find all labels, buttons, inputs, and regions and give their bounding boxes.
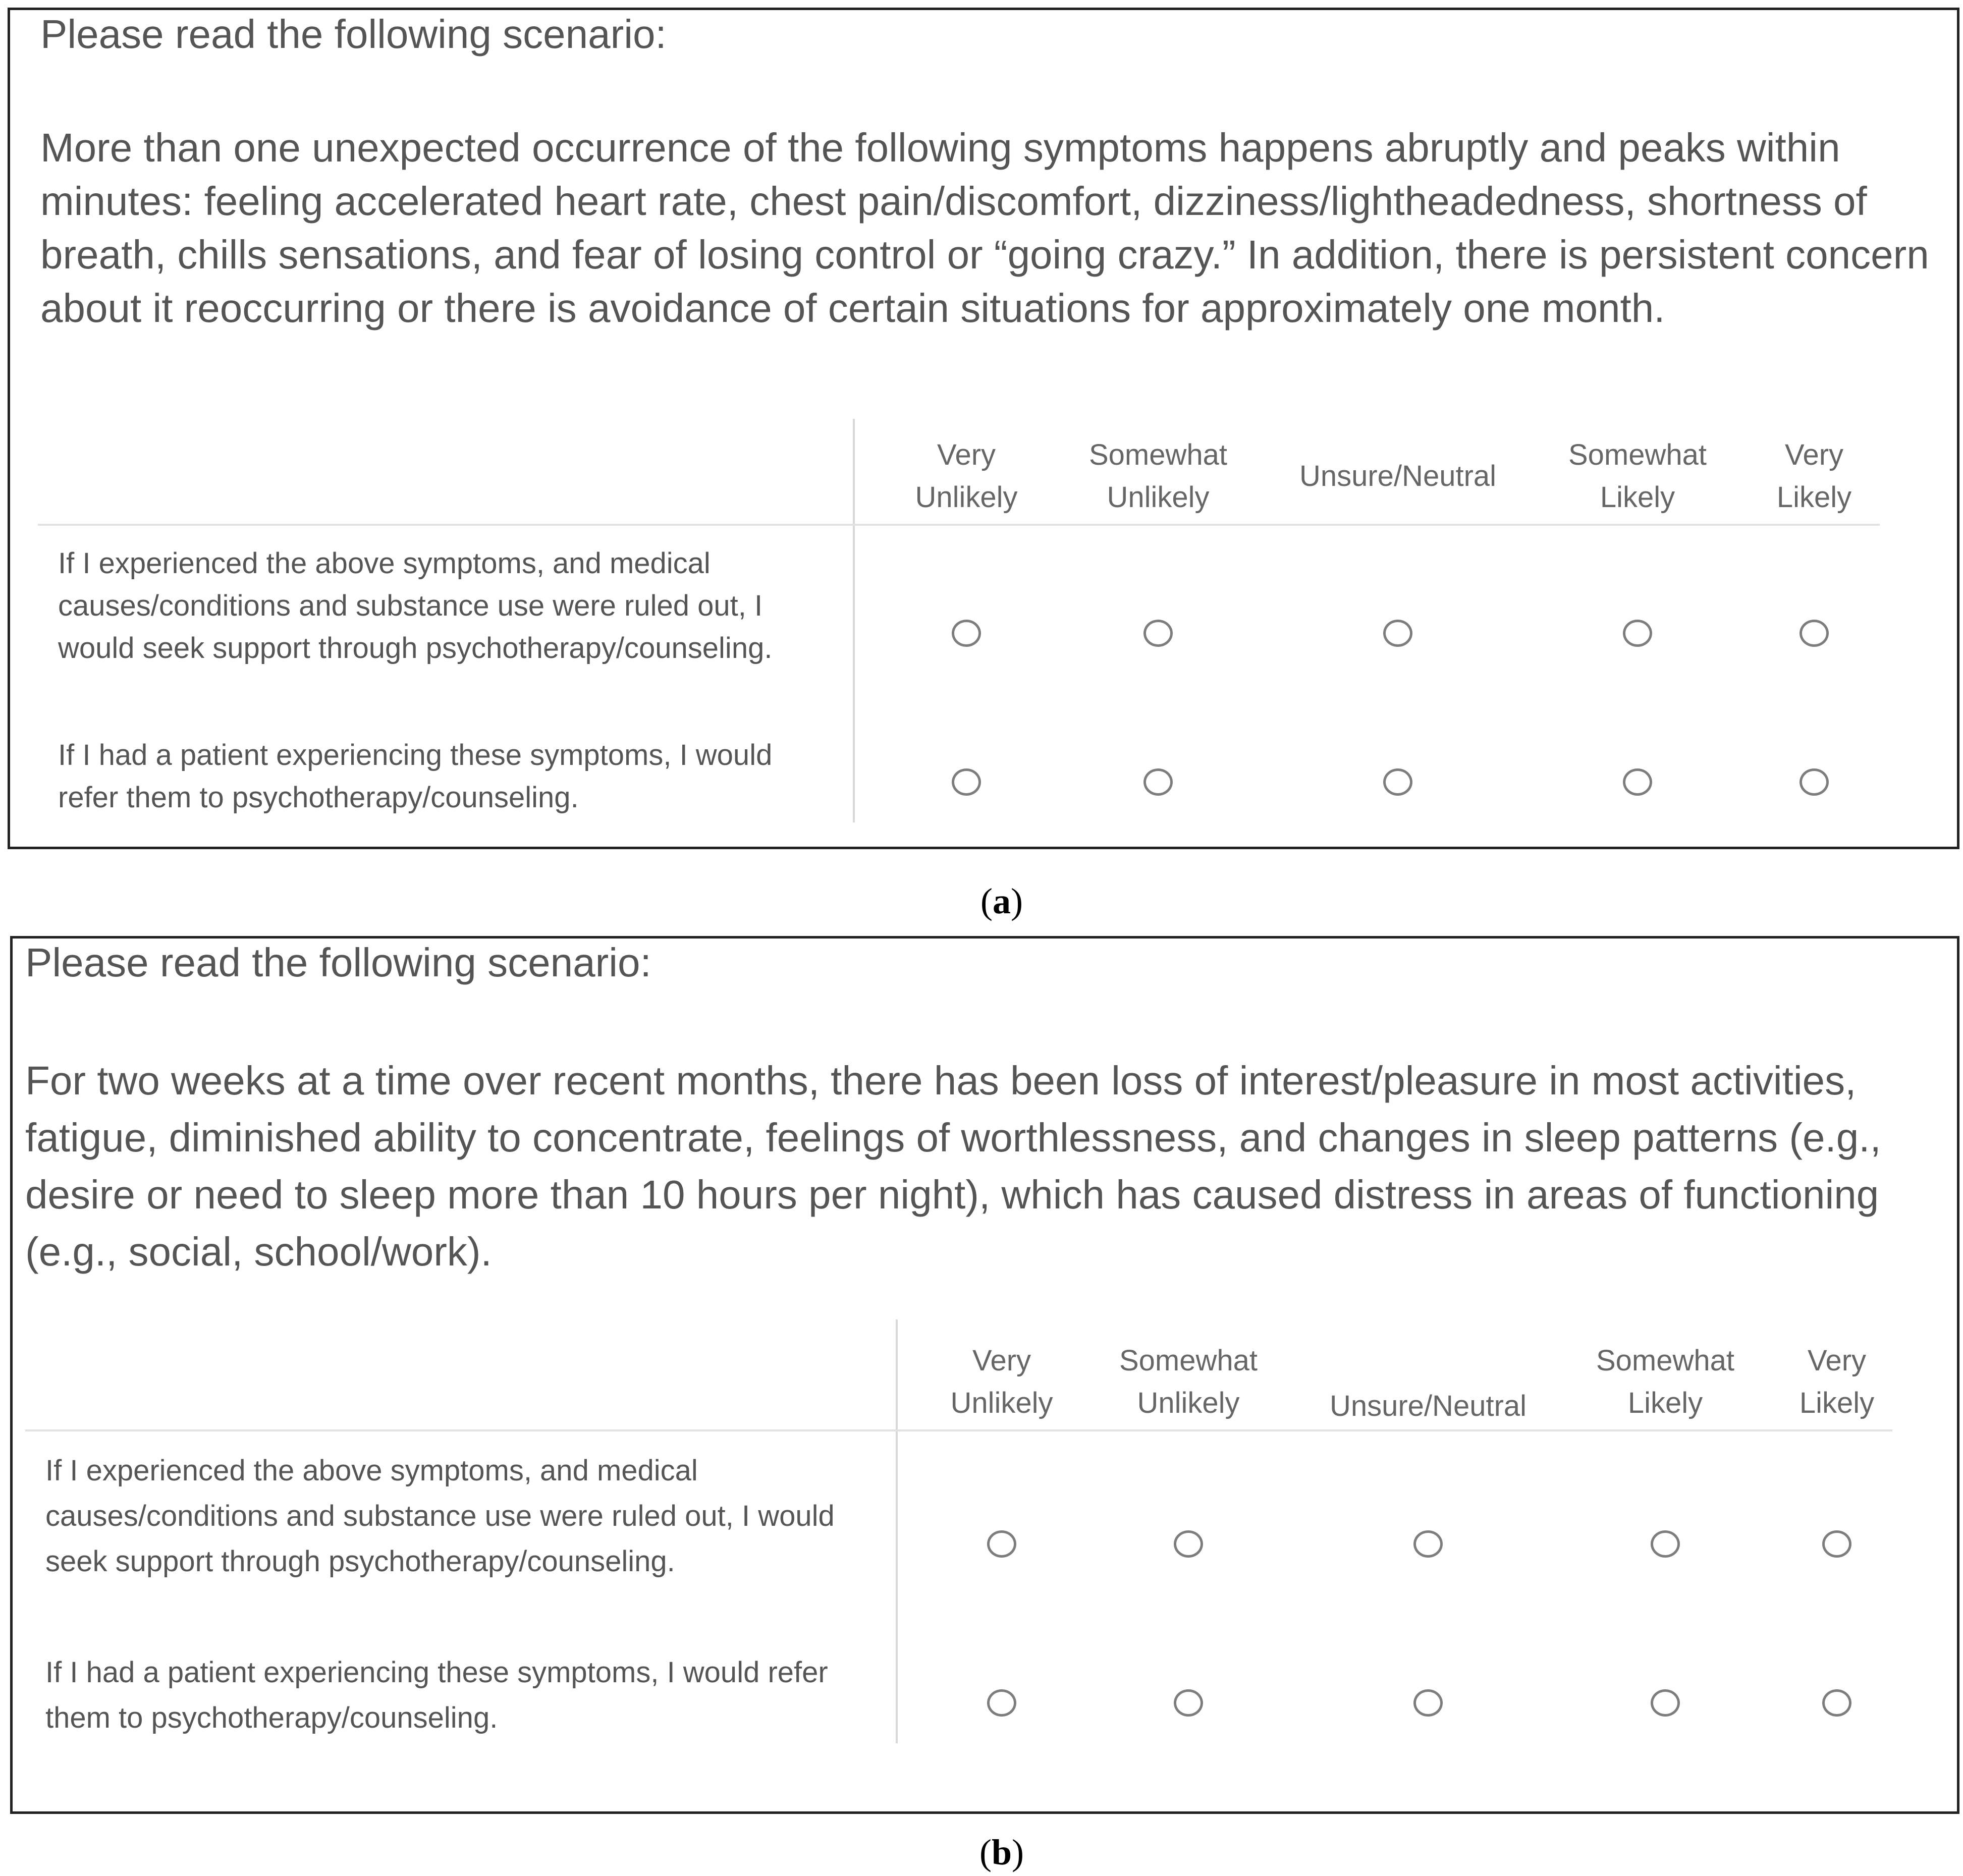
column-header-very-likely: Very Likely	[1776, 438, 1852, 514]
caption-letter: b	[991, 1832, 1012, 1872]
header-divider	[38, 524, 1880, 526]
radio-row1-very-likely[interactable]	[1822, 1530, 1851, 1558]
radio-row1-somewhat-unlikely[interactable]	[1174, 1530, 1203, 1558]
column-header-somewhat-unlikely: Somewhat Unlikely	[1119, 1344, 1258, 1419]
caption-letter: a	[993, 881, 1011, 921]
caption-paren-close: )	[1012, 1832, 1024, 1872]
column-header-somewhat-likely: Somewhat Likely	[1568, 438, 1707, 514]
radio-row1-very-unlikely[interactable]	[952, 620, 981, 647]
caption-paren-open: (	[979, 1832, 992, 1872]
radio-row2-somewhat-likely[interactable]	[1623, 768, 1652, 796]
radio-row2-very-likely[interactable]	[1800, 768, 1829, 796]
scenario-text: For two weeks at a time over recent months, there has been loss of interest/pleasure in most activities, fatigue, diminished ability to concentrate, feelings of worthlessness, and changes in sleep patterns (e.g., desire or need to sleep more than 10 hours per night), which has caused distress in areas of functioning (e.g., social, school/work).	[25, 1058, 1881, 1274]
radio-row1-somewhat-likely[interactable]	[1623, 620, 1652, 647]
survey-panel-a	[8, 8, 1959, 849]
radio-row1-somewhat-likely[interactable]	[1651, 1530, 1680, 1558]
radio-row2-somewhat-unlikely[interactable]	[1174, 1689, 1203, 1717]
row-label-seek-support: If I experienced the above symptoms, and medical causes/conditions and substance use were ruled out, I would seek support through psychotherapy/counseling.	[45, 1454, 835, 1578]
scenario-text: More than one unexpected occurrence of the following symptoms happens abruptly and peaks within minutes: feeling accelerated heart rate, chest pain/discomfort, dizziness/lightheadedness, shortness of breath, chills sensations, and fear of losing control or “going crazy.” In addition, there is persistent concern about it reoccurring or there is avoidance of certain situations for approximately one month.	[40, 125, 1929, 330]
column-header-very-unlikely: Very Unlikely	[950, 1344, 1053, 1419]
caption-a	[980, 880, 1023, 922]
caption-paren-close: )	[1011, 881, 1023, 921]
header-divider	[25, 1429, 1892, 1431]
caption-b	[979, 1832, 1024, 1873]
radio-row1-somewhat-unlikely[interactable]	[1143, 620, 1173, 647]
column-header-somewhat-likely: Somewhat Likely	[1596, 1344, 1735, 1419]
column-divider	[896, 1319, 898, 1743]
column-header-very-likely: Very Likely	[1799, 1344, 1875, 1419]
row-label-refer-patient: If I had a patient experiencing these symptoms, I would refer them to psychotherapy/counseling.	[58, 739, 773, 814]
intro-text: Please read the following scenario:	[40, 12, 667, 57]
caption-paren-open: (	[980, 881, 993, 921]
radio-row2-very-unlikely[interactable]	[987, 1689, 1016, 1717]
radio-row1-unsure-neutral[interactable]	[1413, 1530, 1443, 1558]
likert-matrix	[25, 1319, 1892, 1743]
column-divider	[853, 419, 855, 822]
radio-row2-somewhat-likely[interactable]	[1651, 1689, 1680, 1717]
row-label-refer-patient: If I had a patient experiencing these symptoms, I would refer them to psychotherapy/counseling.	[45, 1656, 828, 1734]
radio-row1-unsure-neutral[interactable]	[1383, 620, 1412, 647]
radio-row2-very-unlikely[interactable]	[952, 768, 981, 796]
column-header-very-unlikely: Very Unlikely	[915, 438, 1018, 514]
intro-text: Please read the following scenario:	[25, 940, 651, 985]
column-header-unsure-neutral: Unsure/Neutral	[1329, 1390, 1527, 1422]
column-header-somewhat-unlikely: Somewhat Unlikely	[1088, 438, 1228, 514]
radio-row2-somewhat-unlikely[interactable]	[1143, 768, 1173, 796]
likert-matrix	[38, 419, 1880, 822]
radio-row2-very-likely[interactable]	[1822, 1689, 1851, 1717]
column-header-unsure-neutral: Unsure/Neutral	[1299, 460, 1497, 492]
row-label-seek-support: If I experienced the above symptoms, and medical causes/conditions and substance use were ruled out, I would seek support through psychotherapy/counseling.	[58, 547, 773, 665]
radio-row1-very-unlikely[interactable]	[987, 1530, 1016, 1558]
survey-panel-b	[10, 936, 1959, 1814]
radio-row2-unsure-neutral[interactable]	[1383, 768, 1412, 796]
radio-row2-unsure-neutral[interactable]	[1413, 1689, 1443, 1717]
radio-row1-very-likely[interactable]	[1800, 620, 1829, 647]
